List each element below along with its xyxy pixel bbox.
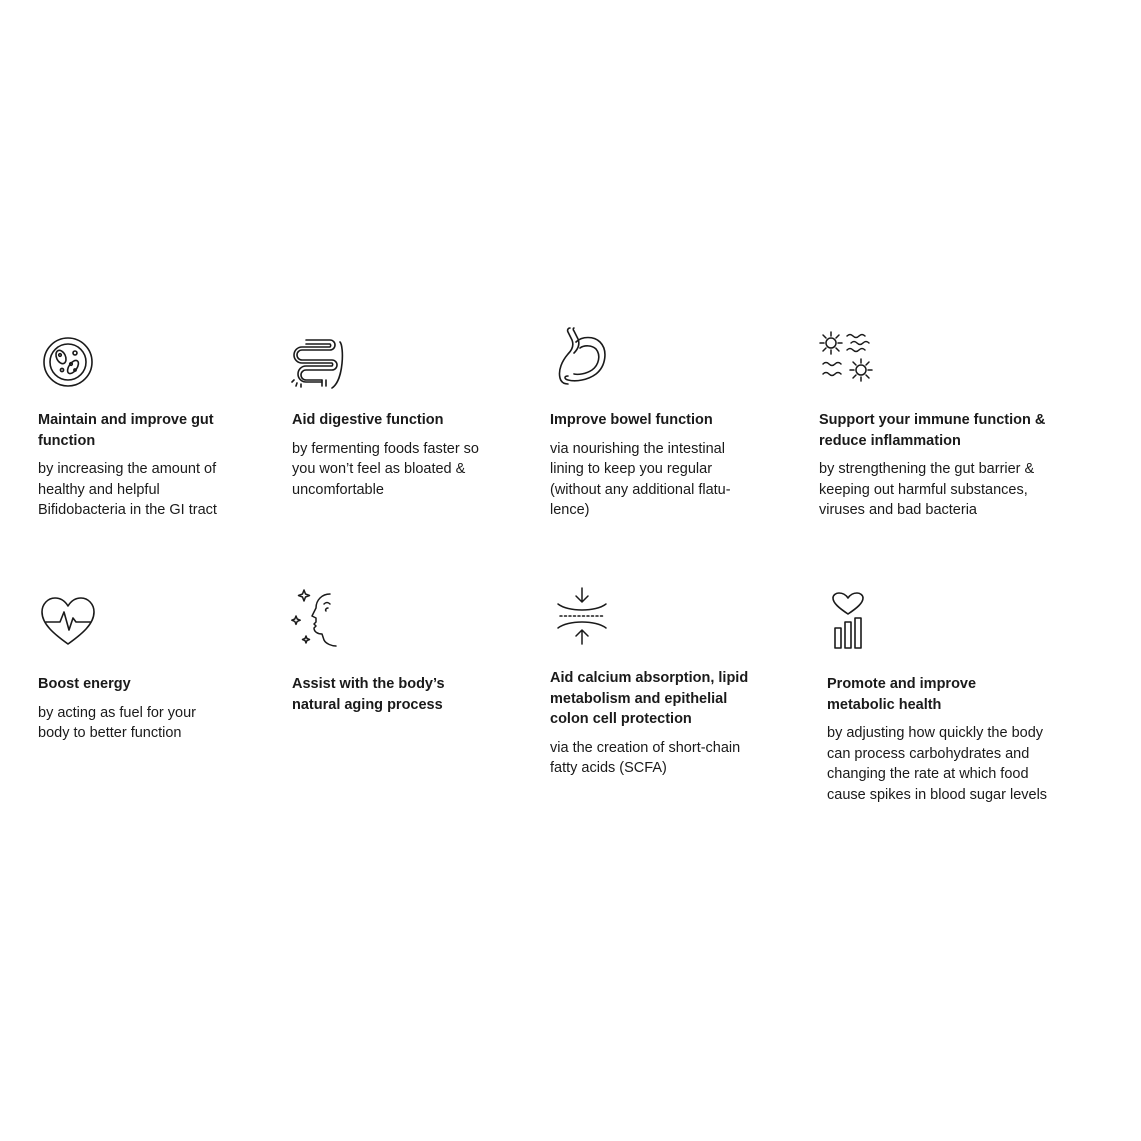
benefit-description: by fermenting foods faster so you won’t feel as bloated & uncomfortable: [292, 440, 479, 498]
benefit-description: by adjusting how quickly the body can process carbohydrates and changing the rate at which food cause spikes in blood sugar levels: [827, 725, 1048, 803]
benefit-title: Assist with the body’s natural aging process: [292, 676, 445, 713]
benefit-description: by strengthening the gut barrier & keeping out harmful substances, viruses and bad bacteria: [819, 461, 1035, 518]
benefit-description: by acting as fuel for your body to better function: [38, 704, 196, 741]
benefit-title: Support your immune function & reduce inflammation: [819, 412, 1046, 449]
benefit-description: via nourishing the intestinal lining to keep you regular (without any additional flatu- lence): [550, 440, 731, 518]
face-sparkle-icon: [292, 586, 340, 648]
benefit-title: Aid calcium absorption, lipid metabolism and epithelial colon cell protection: [550, 670, 749, 727]
sun-waves-icon: [821, 330, 875, 384]
heartbeat-icon: [40, 596, 96, 648]
benefit-title: Promote and improve metabolic health: [827, 676, 977, 713]
benefit-title: Maintain and improve gut function: [38, 412, 214, 449]
heart-bar-chart-icon: [831, 592, 865, 650]
bacteria-icon: [42, 336, 94, 388]
compression-arrows-icon: [556, 586, 608, 646]
benefit-description: by increasing the amount of healthy and helpful Bifidobacteria in the GI tract: [38, 461, 217, 518]
benefit-description: via the creation of short-chain fatty acids (SCFA): [550, 739, 741, 776]
benefit-title: Improve bowel function: [550, 412, 713, 428]
benefit-title: Aid digestive function: [292, 412, 444, 428]
benefit-title: Boost energy: [38, 676, 131, 692]
intestine-icon: [292, 336, 346, 390]
stomach-icon: [552, 326, 608, 386]
